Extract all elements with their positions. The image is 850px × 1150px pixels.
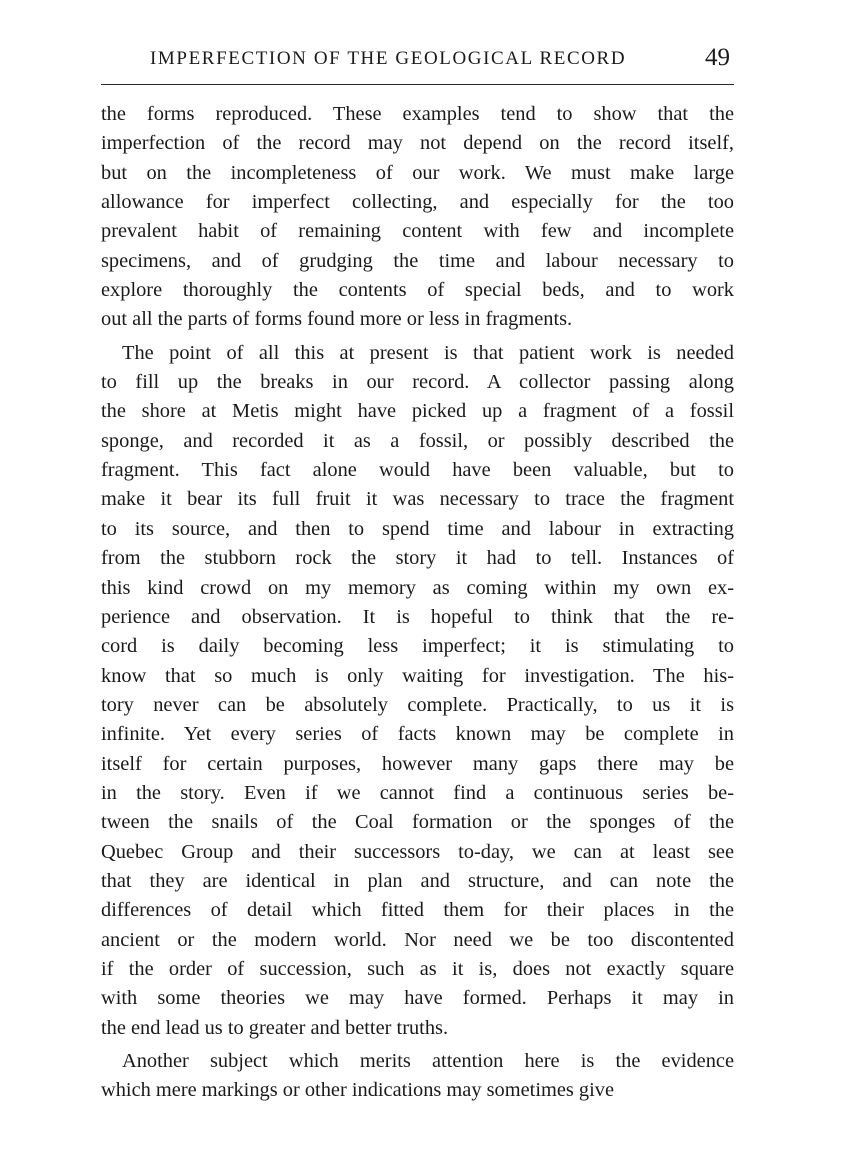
text-line: which mere markings or other indications may sometimes give: [101, 1079, 615, 1102]
text-line: itself for certain purposes, however many gaps there may be: [101, 752, 734, 775]
paragraph: [101, 339, 734, 1043]
text-line: tween the snails of the Coal formation or the sponges of the: [101, 811, 734, 834]
text-line: allowance for imperfect collecting, and especially for the too: [101, 191, 734, 214]
text-line: in the story. Even if we cannot find a continuous series be-: [101, 781, 734, 804]
text-line: prevalent habit of remaining content with few and incomplete: [101, 220, 734, 243]
text-line: that they are identical in plan and structure, and can note the: [101, 869, 734, 892]
header-rule: [101, 84, 734, 85]
text-line: the shore at Metis might have picked up a fragment of a fossil: [101, 400, 734, 423]
page-number: 49: [705, 44, 730, 71]
text-line: infinite. Yet every series of facts known may be complete in: [101, 723, 734, 746]
text-line: to its source, and then to spend time and labour in extracting: [101, 517, 734, 540]
text-line: differences of detail which fitted them for their places in the: [101, 899, 734, 922]
text-line: the forms reproduced. These examples tend to show that the: [101, 103, 734, 125]
text-line: if the order of succession, such as it is, does not exactly square: [101, 957, 734, 980]
text-line: out all the parts of forms found more or less in fragments.: [101, 308, 573, 331]
text-line: tory never can be absolutely complete. Practically, to us it is: [101, 693, 734, 716]
text-line: specimens, and of grudging the time and labour necessary to: [101, 249, 734, 272]
text-line: know that so much is only waiting for investigation. The his-: [101, 664, 734, 687]
text-line: to fill up the breaks in our record. A collector passing along: [101, 371, 734, 394]
text-line: ancient or the modern world. Nor need we be too discontented: [101, 928, 734, 951]
text-line: Another subject which merits attention here is the evidence: [122, 1050, 734, 1072]
text-line: Quebec Group and their successors to-day, we can at least see: [101, 840, 734, 863]
text-line: this kind crowd on my memory as coming within my own ex-: [101, 576, 734, 599]
text-line: sponge, and recorded it as a fossil, or possibly described the: [101, 429, 734, 452]
text-line: with some theories we may have formed. Perhaps it may in: [101, 987, 734, 1010]
text-line: perience and observation. It is hopeful to think that the re-: [101, 605, 734, 628]
text-line: imperfection of the record may not depend on the record itself,: [101, 132, 734, 155]
running-title: IMPERFECTION OF THE GEOLOGICAL RECORD: [150, 48, 627, 69]
text-line: The point of all this at present is that patient work is needed: [122, 341, 734, 364]
text-line: make it bear its full fruit it was necessary to trace the fragment: [101, 488, 734, 511]
text-line: but on the incompleteness of our work. We must make large: [101, 161, 734, 184]
text-line: the end lead us to greater and better truths.: [101, 1016, 449, 1039]
text-line: cord is daily becoming less imperfect; it is stimulating to: [101, 635, 734, 658]
text-line: fragment. This fact alone would have been valuable, but to: [101, 459, 734, 482]
text-line: explore thoroughly the contents of special beds, and to work: [101, 279, 734, 302]
paragraph: [101, 100, 734, 335]
body-text: [101, 100, 734, 1106]
paragraph: [101, 1047, 734, 1106]
running-head: [150, 44, 730, 74]
text-line: from the stubborn rock the story it had to tell. Instances of: [101, 547, 734, 570]
